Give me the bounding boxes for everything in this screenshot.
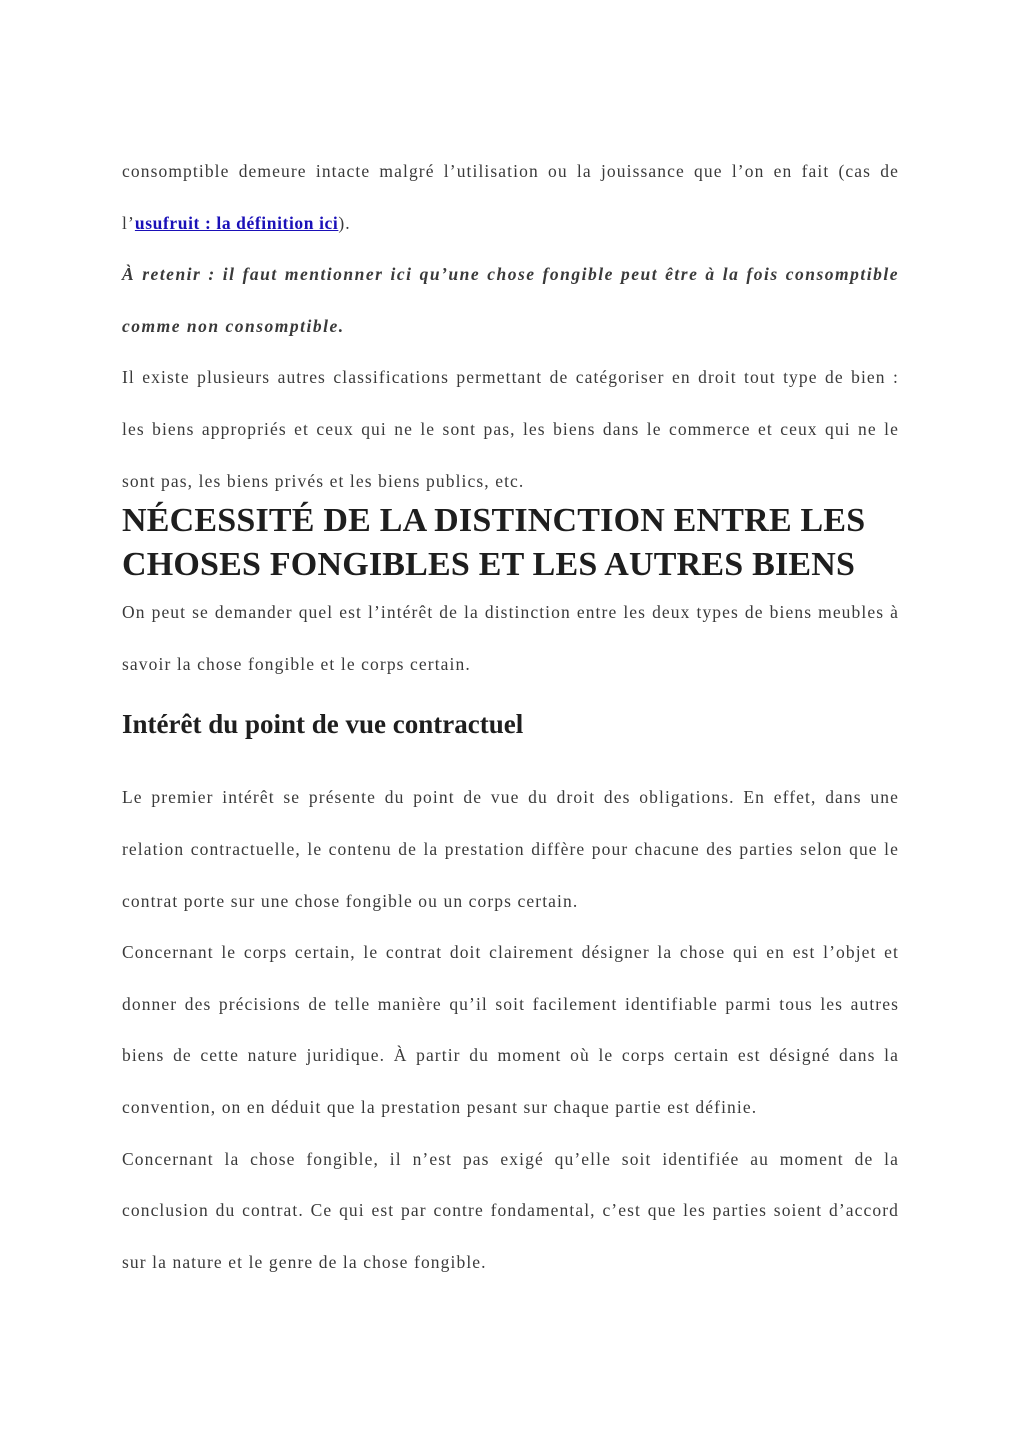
paragraph-chose-fongible: Concernant la chose fongible, il n’est pas exigé qu’elle soit identifiée au moment de la conclusion du contrat. Ce qui est par contre fondamental, c’est que les parties soient d’accord sur la nature et le genre de la chose fongible.	[122, 1148, 899, 1272]
section-intro: On peut se demander quel est l’intérêt de la distinction entre les deux types de biens meubles à savoir la chose fongible et le corps certain.	[122, 602, 899, 674]
document-page	[122, 146, 899, 1288]
paragraph-corps-certain: Concernant le corps certain, le contrat doit clairement désigner la chose qui en est l’objet et donner des précisions de telle manière qu’il soit facilement identifiable parmi tous les autres biens de cette nature juridique. À partir du moment où le corps certain est désigné dans la convention, on en déduit que la prestation pesant sur chaque partie est définie.	[122, 942, 899, 1117]
retenir-note: À retenir : il faut mentionner ici qu’une chose fongible peut être à la fois consomptible comme non consomptible.	[122, 264, 899, 336]
subsection-title: Intérêt du point de vue contractuel	[122, 709, 524, 740]
section-title: NÉCESSITÉ DE LA DISTINCTION ENTRE LES CHOSES FONGIBLES ET LES AUTRES BIENS	[122, 502, 866, 584]
usufruit-definition-link[interactable]: usufruit : la définition ici	[134, 212, 339, 233]
paragraph-classifications: Il existe plusieurs autres classifications permettant de catégoriser en droit tout type de bien : les biens appropriés et ceux qui ne le sont pas, les biens dans le commerce et ceux qui ne le sont pas, les biens privés et les biens publics, etc.	[122, 367, 899, 491]
paragraph-usufruit	[122, 146, 899, 249]
paragraph-obligations: Le premier intérêt se présente du point de vue du droit des obligations. En effet, dans une relation contractuelle, le contenu de la prestation diffère pour chacune des parties selon que le contrat porte sur une chose fongible ou un corps certain.	[122, 787, 899, 911]
paragraph-text: ).	[338, 212, 351, 233]
paragraph-text: consomptible demeure intacte malgré l’utilisation ou la jouissance que l’on en fait (cas de l’	[122, 161, 899, 233]
